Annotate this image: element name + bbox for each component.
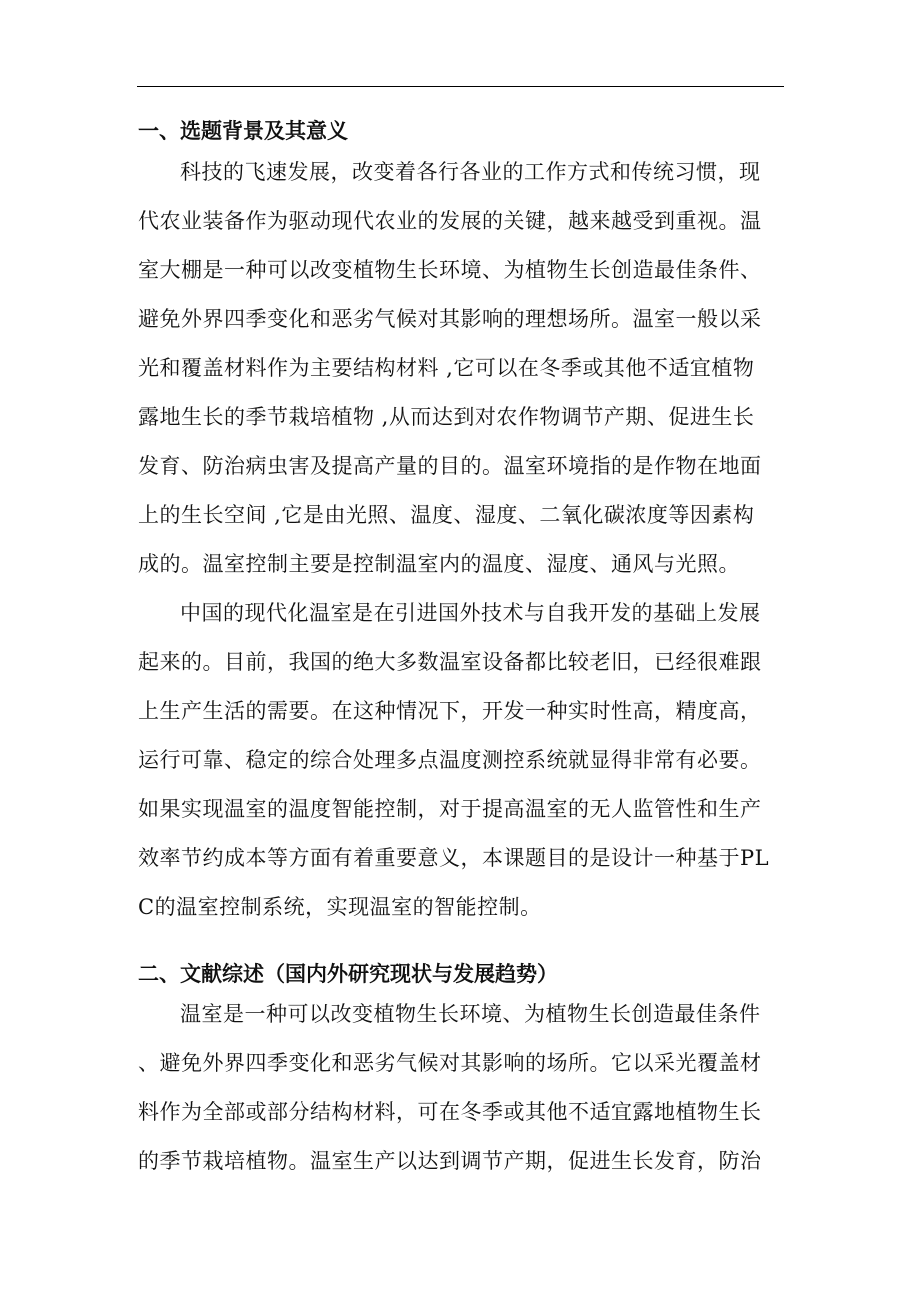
paragraph-line: 代农业装备作为驱动现代农业的发展的关键，越来越受到重视。温	[138, 209, 762, 233]
header-rule	[137, 86, 784, 87]
section-heading-2: 二、文献综述（国内外研究现状与发展趋势）	[138, 962, 558, 986]
paragraph-line: 室大棚是一种可以改变植物生长环境、为植物生长创造最佳条件、	[138, 258, 762, 282]
section-heading-1: 一、选题背景及其意义	[138, 119, 348, 143]
paragraph-line: 光和覆盖材料作为主要结构材料 ,它可以在冬季或其他不适宜植物	[138, 356, 755, 380]
paragraph-line: 效率节约成本等方面有着重要意义，本课题目的是设计一种基于PL	[138, 846, 770, 870]
paragraph-line: 温室是一种可以改变植物生长环境、为植物生长创造最佳条件	[180, 1002, 761, 1026]
paragraph-line: 的季节栽培植物。温室生产以达到调节产期，促进生长发育，防治	[138, 1149, 762, 1173]
paragraph-line: 上生产生活的需要。在这种情况下，开发一种实时性高，精度高，	[138, 699, 762, 723]
paragraph-line: 料作为全部或部分结构材料，可在冬季或其他不适宜露地植物生长	[138, 1100, 762, 1124]
paragraph-line: 如果实现温室的温度智能控制，对于提高温室的无人监管性和生产	[138, 797, 762, 821]
paragraph-line: 中国的现代化温室是在引进国外技术与自我开发的基础上发展	[180, 601, 761, 625]
paragraph-line: 科技的飞速发展，改变着各行各业的工作方式和传统习惯，现	[180, 160, 761, 184]
paragraph-line: 避免外界四季变化和恶劣气候对其影响的理想场所。温室一般以采	[138, 307, 762, 331]
paragraph-line: 起来的。目前，我国的绝大多数温室设备都比较老旧，已经很难跟	[138, 650, 762, 674]
paragraph-line: 运行可靠、稳定的综合处理多点温度测控系统就显得非常有必要。	[138, 748, 762, 772]
paragraph-line: 上的生长空间 ,它是由光照、温度、湿度、二氧化碳浓度等因素构	[138, 503, 755, 527]
paragraph-line: 发育、防治病虫害及提高产量的目的。温室环境指的是作物在地面	[138, 454, 762, 478]
paragraph-line: 成的。温室控制主要是控制温室内的温度、湿度、通风与光照。	[138, 552, 740, 576]
paragraph-line: C的温室控制系统，实现温室的智能控制。	[138, 895, 542, 919]
paragraph-line: 露地生长的季节栽培植物 ,从而达到对农作物调节产期、促进生长	[138, 405, 755, 429]
paragraph-line: 、避免外界四季变化和恶劣气候对其影响的场所。它以采光覆盖材	[138, 1051, 762, 1075]
